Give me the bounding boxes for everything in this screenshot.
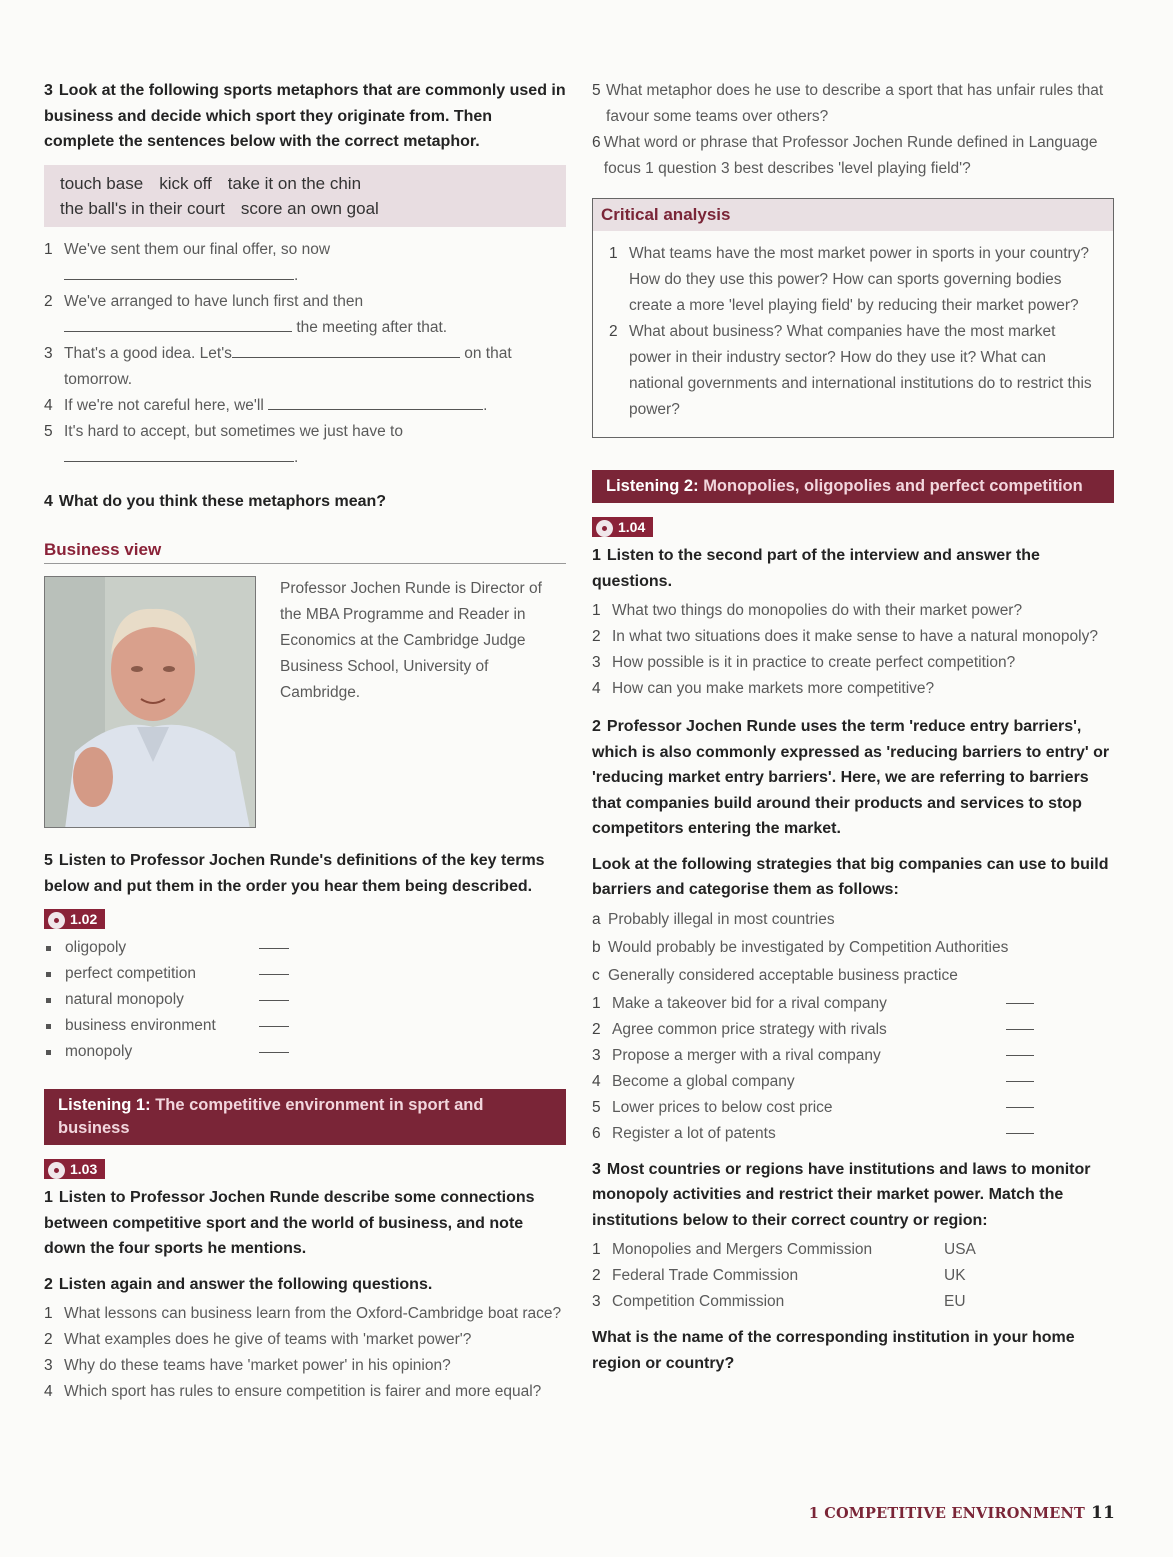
home-institution-question: What is the name of the corresponding institution in your home region or country? xyxy=(592,1329,1075,1372)
strategy-list xyxy=(592,991,1114,1147)
category-letter: c xyxy=(592,966,600,984)
business-view-heading: Business view xyxy=(44,540,566,564)
audio-track-badge[interactable]: 1.04 xyxy=(592,517,653,537)
strategy-label-wrap xyxy=(592,1043,881,1069)
item-number: 1 xyxy=(44,1305,53,1322)
item-number: 3 xyxy=(44,1357,53,1374)
page-number: 11 xyxy=(1090,1503,1115,1523)
portrait-illustration xyxy=(45,577,256,828)
critical-analysis-box xyxy=(592,198,1114,438)
question-item xyxy=(44,1379,566,1405)
right-column xyxy=(592,78,1114,1376)
metaphor-word-box xyxy=(44,165,566,227)
strategy-label-wrap xyxy=(592,1121,776,1147)
item-number: 5 xyxy=(592,82,601,99)
listening-1-question-list xyxy=(44,1301,566,1405)
listening-1-question-2: 2 Listen again and answer the following questions. xyxy=(44,1275,433,1293)
listening-2-question-3: 3 Most countries or regions have institutions and laws to monitor monopoly activities and restrict their market power. Match the institutions below to their correct country or region: xyxy=(592,1160,1091,1229)
term-label: natural monopoly xyxy=(65,991,184,1008)
word-box-row-2 xyxy=(60,196,550,221)
bullet-icon xyxy=(46,1050,51,1055)
strategy-text: Register a lot of patents xyxy=(612,1124,776,1142)
strategy-text: Lower prices to below cost price xyxy=(612,1098,833,1116)
item-number: 3 xyxy=(592,1046,601,1064)
term-item xyxy=(44,961,566,987)
listening-1-question-1: 1 Listen to Professor Jochen Runde describe some connections between competitive sport and the world of business, and note down the four sports he mentions. xyxy=(44,1189,535,1257)
institution-region: EU xyxy=(944,1293,966,1310)
category-blank[interactable] xyxy=(1006,1055,1034,1056)
order-blank[interactable] xyxy=(259,1026,289,1027)
item-number: 1 xyxy=(592,602,601,619)
strategy-text: Agree common price strategy with rivals xyxy=(612,1020,887,1038)
item-text: What about business? What companies have the most market power in their industry sector? How do they use it? What can national governments and international institutions do to restrict this power? xyxy=(629,323,1092,418)
question-item xyxy=(592,650,1114,676)
strategy-text: Become a global company xyxy=(612,1072,795,1090)
professor-photo xyxy=(44,576,256,828)
business-view xyxy=(44,576,566,828)
sentence-5: 5 It's hard to accept, but sometimes we just have to xyxy=(44,422,403,440)
item-number: 2 xyxy=(592,628,601,645)
question-item xyxy=(44,1353,566,1379)
category-letter: a xyxy=(592,910,601,928)
item-number: 6 xyxy=(592,1124,601,1142)
item-text: What lessons can business learn from the Oxford-Cambridge boat race? xyxy=(64,1305,562,1322)
category-item xyxy=(592,963,1114,989)
strategy-label-wrap xyxy=(592,1017,887,1043)
sentence-1: 1 We've sent them our final offer, so now xyxy=(44,240,331,258)
cd-icon xyxy=(596,520,613,537)
item-number: 1 xyxy=(592,994,601,1012)
key-terms-list xyxy=(44,935,566,1065)
category-blank[interactable] xyxy=(1006,1107,1034,1108)
strategy-item xyxy=(592,1017,1114,1043)
strategies-instruction: Look at the following strategies that big companies can use to build barriers and categorise them as follows: xyxy=(592,855,1109,898)
exercise-4-instruction: 4 What do you think these metaphors mean? xyxy=(44,492,387,510)
item-text: Why do these teams have 'market power' in his opinion? xyxy=(64,1357,451,1374)
category-blank[interactable] xyxy=(1006,1003,1034,1004)
listening-2-banner: Listening 2: Monopolies, oligopolies and perfect competition xyxy=(592,470,1114,503)
strategy-item xyxy=(592,1069,1114,1095)
category-list xyxy=(592,907,1114,989)
bullet-icon xyxy=(46,998,51,1003)
critical-analysis-heading: Critical analysis xyxy=(593,199,1113,231)
question-item xyxy=(592,624,1114,650)
bullet-icon xyxy=(46,972,51,977)
critical-question xyxy=(609,319,1097,423)
exercise-5-instruction: 5 Listen to Professor Jochen Runde's definitions of the key terms below and put them in the order you hear them being described. xyxy=(44,852,545,895)
institution-row xyxy=(592,1237,1114,1263)
term-item xyxy=(44,1039,566,1065)
item-text: How possible is it in practice to create perfect competition? xyxy=(612,654,1016,671)
item-number: 2 xyxy=(592,1020,601,1038)
category-item xyxy=(592,907,1114,933)
item-text: What teams have the most market power in sports in your country? How do they use this power? How can sports governing bodies create a more 'level playing field' by reducing their market power? xyxy=(629,245,1090,314)
term-label: perfect competition xyxy=(65,965,196,982)
strategy-item xyxy=(592,1095,1114,1121)
order-blank[interactable] xyxy=(259,948,289,949)
institution-row xyxy=(592,1263,1114,1289)
category-text: Generally considered acceptable business practice xyxy=(608,966,958,984)
exercise-3-instruction: 3 Look at the following sports metaphors that are commonly used in business and decide which sport they originate from. Then complete the sentences below with the correct metaphor. xyxy=(44,82,566,150)
critical-question xyxy=(609,241,1097,319)
word-box-row-1 xyxy=(60,171,550,196)
institution-row xyxy=(592,1289,1114,1315)
item-text: What word or phrase that Professor Jochen Runde defined in Language focus 1 question 3 best describes 'level playing field'? xyxy=(603,134,1098,177)
sentence-4: 4 If we're not careful here, we'll . xyxy=(44,393,566,419)
page-footer: 1 COMPETITIVE ENVIRONMENT 11 xyxy=(808,1503,1115,1523)
item-number: 4 xyxy=(44,1383,53,1400)
item-text: Which sport has rules to ensure competition is fairer and more equal? xyxy=(64,1383,542,1400)
sentence-2-cont: the meeting after that. xyxy=(44,315,566,341)
institution-region: UK xyxy=(944,1267,966,1284)
item-text: In what two situations does it make sense to have a natural monopoly? xyxy=(612,628,1098,645)
term-label: business environment xyxy=(65,1017,216,1034)
strategy-item xyxy=(592,1043,1114,1069)
item-number: 4 xyxy=(592,1072,601,1090)
institution-name: Competition Commission xyxy=(612,1293,785,1310)
professor-bio: Professor Jochen Runde is Director of the MBA Programme and Reader in Economics at the Cambridge Judge Business School, University of Cambridge. xyxy=(280,580,542,701)
category-letter: b xyxy=(592,938,601,956)
institution-wrap xyxy=(592,1237,944,1263)
bullet-icon xyxy=(46,1024,51,1029)
term-item xyxy=(44,987,566,1013)
answer-blank[interactable] xyxy=(64,446,294,462)
item-number: 6 xyxy=(592,134,601,151)
item-text: What two things do monopolies do with their market power? xyxy=(612,602,1023,619)
metaphor-word: score an own goal xyxy=(240,198,379,218)
critical-analysis-items xyxy=(593,231,1113,437)
institution-list xyxy=(592,1237,1114,1315)
category-blank[interactable] xyxy=(1006,1081,1034,1082)
category-item xyxy=(592,935,1114,961)
sentence-3: 3 That's a good idea. Let's on that xyxy=(44,341,566,367)
item-number: 3 xyxy=(592,1293,601,1310)
listening-2-question-1: 1 Listen to the second part of the interview and answer the questions. xyxy=(592,547,1040,590)
strategy-item xyxy=(592,1121,1114,1147)
item-text: How can you make markets more competitive? xyxy=(612,680,935,697)
sentence-2: 2 We've arranged to have lunch first and then xyxy=(44,292,364,310)
term-label: monopoly xyxy=(65,1043,133,1060)
left-column xyxy=(44,78,566,1405)
answer-blank[interactable] xyxy=(268,394,483,410)
item-number: 5 xyxy=(592,1098,601,1116)
sentence-3-cont: tomorrow. xyxy=(64,370,133,388)
institution-region: USA xyxy=(944,1241,976,1258)
strategy-text: Propose a merger with a rival company xyxy=(612,1046,881,1064)
metaphor-word: kick off xyxy=(159,173,212,193)
category-blank[interactable] xyxy=(1006,1133,1034,1134)
category-blank[interactable] xyxy=(1006,1029,1034,1030)
term-item xyxy=(44,1013,566,1039)
institution-name: Monopolies and Mergers Commission xyxy=(612,1241,873,1258)
category-text: Would probably be investigated by Competition Authorities xyxy=(608,938,1009,956)
audio-track-badge[interactable]: 1.03 xyxy=(44,1159,105,1179)
listening-2-question-list xyxy=(592,598,1114,702)
sentence-1-blank: . xyxy=(44,263,566,289)
question-item xyxy=(592,676,1114,702)
item-text: What metaphor does he use to describe a sport that has unfair rules that favour some teams over others? xyxy=(606,82,1104,125)
listening-2-question-2: 2 Professor Jochen Runde uses the term 'reduce entry barriers', which is also commonly expressed as 'reducing barriers to entry' or 'reducing market entry barriers'. Here, we are referring to barriers that companies build around their products and services to stop competitors entering the market. xyxy=(592,718,1110,837)
strategy-label-wrap xyxy=(592,1069,795,1095)
metaphor-word: the ball's in their court xyxy=(60,198,225,218)
institution-wrap xyxy=(592,1263,944,1289)
institution-wrap xyxy=(592,1289,944,1315)
continued-questions xyxy=(592,78,1114,182)
item-number: 1 xyxy=(609,245,618,262)
question-item xyxy=(44,1301,566,1327)
category-text: Probably illegal in most countries xyxy=(608,910,835,928)
strategy-label-wrap xyxy=(592,1095,833,1121)
order-blank[interactable] xyxy=(259,1000,289,1001)
cd-icon xyxy=(48,1162,65,1179)
item-number: 4 xyxy=(592,680,601,697)
metaphor-word: take it on the chin xyxy=(227,173,362,193)
bullet-icon xyxy=(46,946,51,951)
audio-track-badge[interactable]: 1.02 xyxy=(44,909,105,929)
term-label: oligopoly xyxy=(65,939,127,956)
answer-blank[interactable] xyxy=(232,342,460,358)
institution-name: Federal Trade Commission xyxy=(612,1267,799,1284)
item-number: 3 xyxy=(592,654,601,671)
item-number: 2 xyxy=(592,1267,601,1284)
strategy-text: Make a takeover bid for a rival company xyxy=(612,994,887,1012)
question-item xyxy=(592,78,1114,130)
item-text: What examples does he give of teams with 'market power'? xyxy=(64,1331,472,1348)
order-blank[interactable] xyxy=(259,974,289,975)
term-item xyxy=(44,935,566,961)
question-item xyxy=(592,130,1114,182)
item-number: 2 xyxy=(44,1331,53,1348)
question-item xyxy=(592,598,1114,624)
metaphor-word: touch base xyxy=(60,173,144,193)
sentence-5-blank: . xyxy=(44,445,566,471)
listening-1-banner: Listening 1: The competitive environment in sport and business xyxy=(44,1089,566,1145)
item-number: 1 xyxy=(592,1241,601,1258)
strategy-item xyxy=(592,991,1114,1017)
strategy-label-wrap xyxy=(592,991,887,1017)
item-number: 2 xyxy=(609,323,618,340)
cd-icon xyxy=(48,912,65,929)
order-blank[interactable] xyxy=(259,1052,289,1053)
answer-blank[interactable] xyxy=(64,316,292,332)
question-item xyxy=(44,1327,566,1353)
answer-blank[interactable] xyxy=(64,264,294,280)
